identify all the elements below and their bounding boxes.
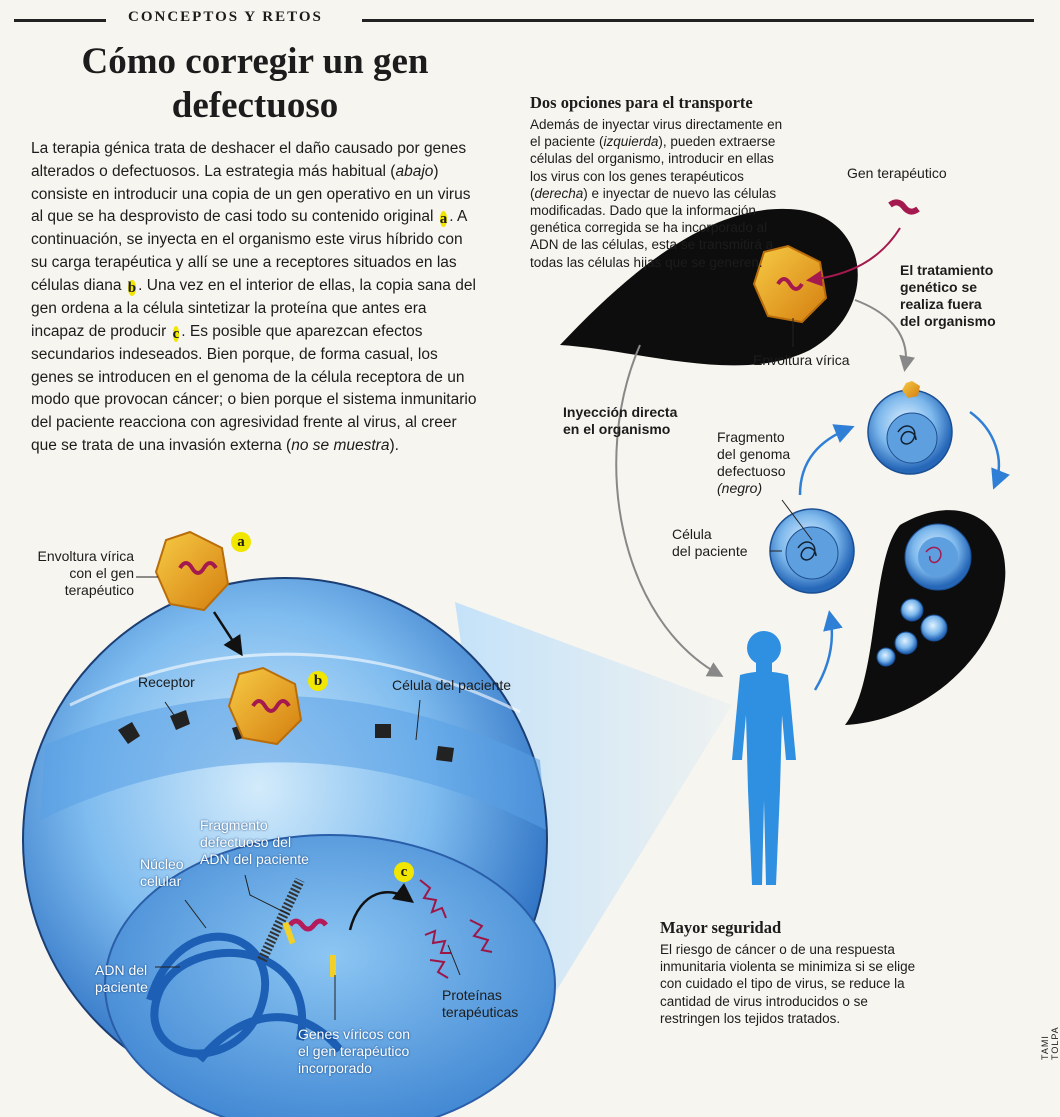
title-line-2: defectuoso xyxy=(171,85,339,126)
human-figure xyxy=(732,631,796,885)
label-defective-fragment: Fragmento defectuoso del ADN del paciente xyxy=(200,817,309,867)
title-line-1: Cómo corregir un gen xyxy=(81,41,429,82)
transport-header: Dos opciones para el transporte xyxy=(530,93,753,112)
label-genome-fragment: Fragmento del genoma defectuoso (negro) xyxy=(717,429,791,496)
section-label: CONCEPTOS Y RETOS xyxy=(128,9,323,25)
cell-right xyxy=(905,524,971,590)
label-envelope-right: Envoltura vírica xyxy=(753,352,850,368)
label-viral-genes: Genes víricos con el gen terapéutico incorporado xyxy=(298,1026,411,1076)
transport-segment: izquierda xyxy=(603,134,659,150)
intro-segment: ). xyxy=(389,436,399,454)
label-direct-injection: Inyección directa en el organismo xyxy=(563,404,678,437)
label-nucleus: Núcleo celular xyxy=(140,856,184,889)
transport-segment: ) e inyectar de nuevo las células modificadas. Dado que la información genética corregida se ha incorporado al ADN de las células, esta se transmitirá a todas las células hijas que se generen. xyxy=(530,185,777,270)
label-therapeutic-gene: Gen terapéutico xyxy=(847,165,947,181)
label-patient-dna: ADN del paciente xyxy=(95,962,148,995)
badge-c: c xyxy=(394,862,414,882)
inline-badge-a: a xyxy=(439,211,448,228)
credit: TAMI TOLPA xyxy=(1040,1026,1060,1060)
safety-body: El riesgo de cáncer o de una respuesta inmunitaria violenta se minimiza si se elige con cuidado el tipo de virus, se reduce la cantidad de virus introducidos o se restringen los tejidos tratados. xyxy=(660,942,916,1026)
intro-segment: abajo xyxy=(395,162,434,180)
intro-segment: La terapia génica trata de deshacer el daño causado por genes alterados o defectuosos. La estrategia más habitual ( xyxy=(31,140,467,180)
cell-top xyxy=(868,381,952,474)
transport-segment: ), pueden extraerse células del organismo, introducir en ellas los virus con los genes terapéuticos ( xyxy=(530,134,776,201)
transport-segment: derecha xyxy=(534,185,584,201)
inline-badge-b: b xyxy=(127,279,137,296)
intro-segment: no se muestra xyxy=(291,436,390,454)
label-receptor: Receptor xyxy=(138,674,195,690)
badge-b: b xyxy=(308,671,328,691)
badge-a: a xyxy=(231,532,251,552)
intro-segment: . A continuación, se inyecta en el organismo este virus híbrido con su carga terapéutica y allí se une a receptores situados en las células diana xyxy=(31,208,467,294)
transport-segment: Además de inyectar virus directamente en el paciente ( xyxy=(530,117,783,150)
label-patient-cell: Célula del paciente xyxy=(392,677,512,693)
label-proteins: Proteínas terapéuticas xyxy=(442,987,519,1020)
cell-left xyxy=(770,509,854,593)
intro-segment: . Es posible que aparezcan efectos secundarios indeseados. Bien porque, de forma casual, los genes se introducen en el genoma de la célula receptora de un modo que provocan cáncer; o bien porque el sistema inmunitario del paciente reacciona con agresividad frente al virus, al creer que se trata de una invasión externa ( xyxy=(31,322,477,454)
label-viral-envelope: Envoltura vírica con el gen terapéutico xyxy=(37,548,134,598)
transport-body xyxy=(530,116,790,271)
intro-segment: ) consiste en introducir una copia de un gen operativo en un virus al que se ha desprovisto de casi todo su contenido original xyxy=(31,162,471,226)
intro-segment: . Una vez en el interior de ellas, la copia sana del gen ordena a la célula sintetizar la proteína que antes era incapaz de producir xyxy=(31,276,476,340)
label-patient-cell-right: Célula del paciente xyxy=(672,526,748,559)
safety-header: Mayor seguridad xyxy=(660,918,782,937)
label-outside-body: El tratamiento genético se realiza fuera del organismo xyxy=(900,262,996,329)
inline-badge-c: c xyxy=(172,325,180,342)
